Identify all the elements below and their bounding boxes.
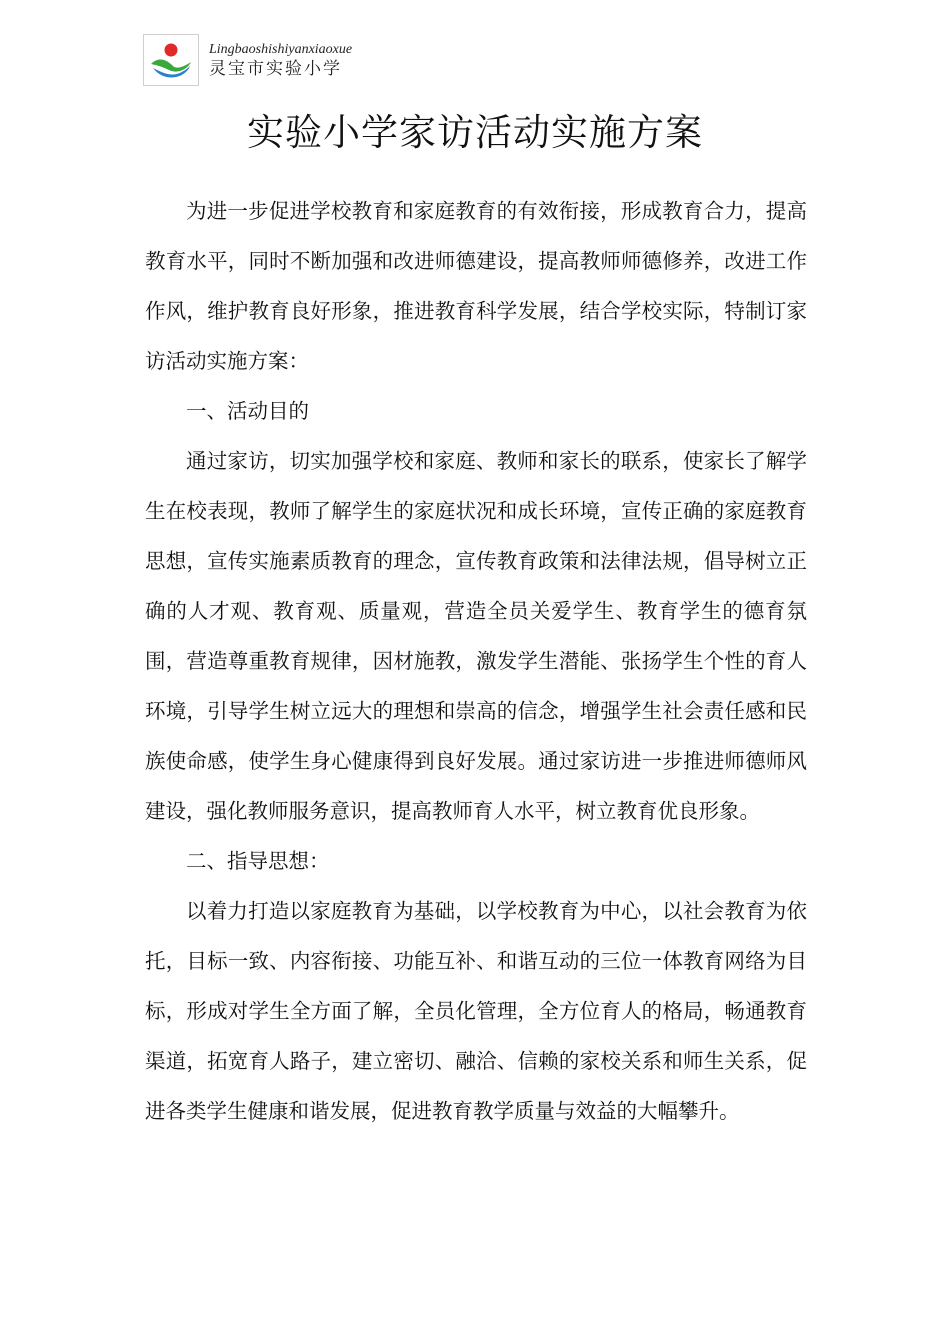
section-heading-guiding-ideology: 二、指导思想：	[186, 849, 330, 873]
school-name-block	[209, 41, 352, 80]
school-logo-icon	[143, 34, 199, 86]
document-title: 实验小学家访活动实施方案	[247, 111, 703, 154]
guiding-ideology-paragraph: 以着力打造以家庭教育为基础，以学校教育为中心，以社会教育为依托，目标一致、内容衔接、功能互补、和谐互动的三位一体教育网络为目标，形成对学生全方面了解，全员化管理，全方位育人的格局，畅通教育渠道，拓宽育人路子，建立密切、融洽、信赖的家校关系和师生关系，促进各类学生健康和谐发展，促进教育教学质量与效益的大幅攀升。	[145, 899, 807, 1123]
intro-paragraph: 为进一步促进学校教育和家庭教育的有效衔接，形成教育合力，提高教育水平，同时不断加强和改进师德建设，提高教师师德修养，改进工作作风，维护教育良好形象，推进教育科学发展，结合学校实际，特制订家访活动实施方案：	[145, 199, 807, 373]
school-name: 灵宝市实验小学	[209, 58, 342, 79]
purpose-paragraph: 通过家访，切实加强学校和家庭、教师和家长的联系，使家长了解学生在校表现，教师了解学生的家庭状况和成长环境，宣传正确的家庭教育思想，宣传实施素质教育的理念，宣传教育政策和法律法规，倡导树立正确的人才观、教育观、质量观，营造全员关爱学生、教育学生的德育氛围，营造尊重教育规律，因材施教，激发学生潜能、张扬学生个性的育人环境，引导学生树立远大的理想和崇高的信念，增强学生社会责任感和民族使命感，使学生身心健康得到良好发展。通过家访进一步推进师德师风建设，强化教师服务意识，提高教师育人水平，树立教育优良形象。	[145, 449, 807, 823]
page-header	[143, 33, 352, 87]
document-body	[145, 186, 807, 1136]
school-pinyin: Lingbaoshishiyanxiaoxue	[209, 41, 353, 57]
section-heading-purpose: 一、活动目的	[186, 399, 309, 423]
school-logo-graphic	[147, 38, 195, 82]
